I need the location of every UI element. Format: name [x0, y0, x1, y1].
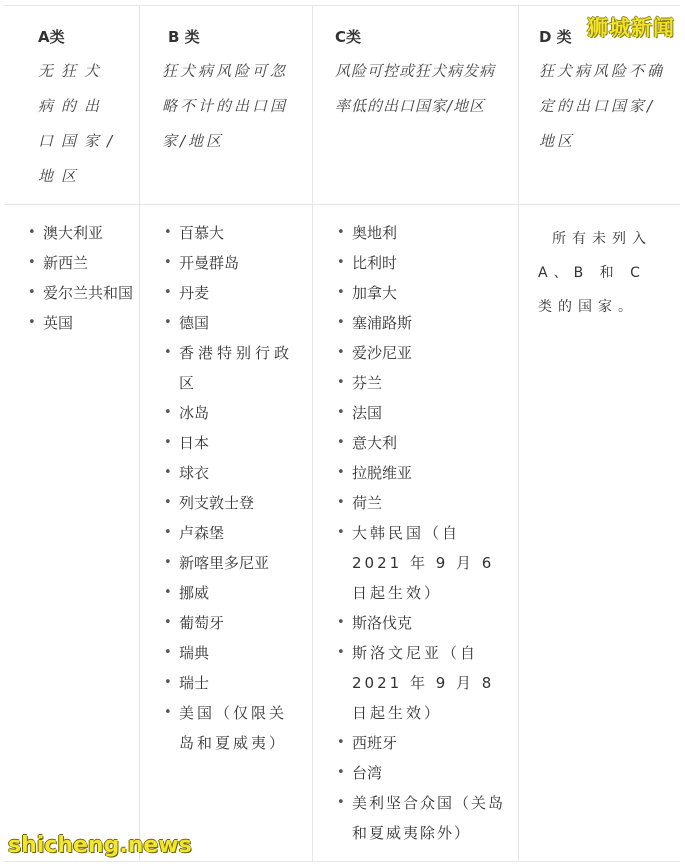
list-item: • 德国: [164, 308, 304, 338]
list-item: • 大韩民国（自 2021 年 9 月 6 日起生效）: [337, 518, 509, 608]
column-a-list: [28, 218, 134, 338]
list-item: • 法国: [337, 398, 509, 428]
column-a-header: [4, 24, 139, 194]
list-item: • 新西兰: [28, 248, 134, 278]
list-item: • 挪威: [164, 578, 304, 608]
category-d-title: D 类: [539, 28, 572, 46]
list-item: • 意大利: [337, 428, 509, 458]
list-item: • 比利时: [337, 248, 509, 278]
list-item: • 美国（仅限关岛和夏威夷）: [164, 698, 304, 758]
list-item: • 荷兰: [337, 488, 509, 518]
list-item: • 美利坚合众国（关岛和夏威夷除外）: [337, 788, 509, 848]
column-c-header: [313, 24, 518, 124]
list-item: • 加拿大: [337, 278, 509, 308]
list-item: • 澳大利亚: [28, 218, 134, 248]
watermark-logo-bottom: shicheng.news: [8, 833, 192, 858]
list-item: • 新喀里多尼亚: [164, 548, 304, 578]
list-item: • 爱尔兰共和国: [28, 278, 134, 308]
list-item: • 英国: [28, 308, 134, 338]
list-item: • 冰岛: [164, 398, 304, 428]
column-divider: [312, 6, 313, 861]
category-a-title: A类: [38, 28, 65, 46]
category-c-description: 风险可控或狂犬病发病率低的出口国家/地区: [335, 62, 496, 115]
list-item: • 葡萄牙: [164, 608, 304, 638]
header-divider: [4, 204, 680, 205]
list-item: • 卢森堡: [164, 518, 304, 548]
list-item: • 奥地利: [337, 218, 509, 248]
category-b-title: B 类: [168, 28, 200, 46]
list-item: • 百慕大: [164, 218, 304, 248]
list-item: • 瑞士: [164, 668, 304, 698]
column-c-list: [337, 218, 509, 848]
list-item: • 斯洛文尼亚（自 2021 年 9 月 8 日起生效）: [337, 638, 509, 728]
column-b-header: [140, 24, 312, 159]
category-d-note: 所有未列入 A、B 和 C 类的国家。: [538, 231, 652, 315]
list-item: • 爱沙尼亚: [337, 338, 509, 368]
list-item: • 瑞典: [164, 638, 304, 668]
list-item: • 列支敦士登: [164, 488, 304, 518]
list-item: • 拉脱维亚: [337, 458, 509, 488]
list-item: • 台湾: [337, 758, 509, 788]
column-b: [140, 6, 312, 159]
column-d-body: [538, 222, 668, 324]
category-c-title: C类: [335, 28, 362, 46]
category-d-description: 狂犬病风险不确定的出口国家/地区: [539, 62, 666, 150]
list-item: • 球衣: [164, 458, 304, 488]
list-item: • 丹麦: [164, 278, 304, 308]
list-item: • 塞浦路斯: [337, 308, 509, 338]
list-item: • 开曼群岛: [164, 248, 304, 278]
column-d-header: [519, 24, 680, 159]
watermark-logo-top: 狮城新闻: [587, 16, 675, 40]
list-item: • 西班牙: [337, 728, 509, 758]
category-b-description: 狂犬病风险可忽略不计的出口国家/地区: [162, 62, 289, 150]
category-a-description: 无狂犬病的出口国家/地区: [38, 62, 121, 185]
column-c: [313, 6, 518, 124]
column-b-list: [164, 218, 304, 758]
list-item: • 芬兰: [337, 368, 509, 398]
rabies-category-table: [4, 5, 680, 862]
list-item: • 日本: [164, 428, 304, 458]
list-item: • 斯洛伐克: [337, 608, 509, 638]
list-item: • 香港特别行政区: [164, 338, 304, 398]
column-a: [4, 6, 139, 194]
